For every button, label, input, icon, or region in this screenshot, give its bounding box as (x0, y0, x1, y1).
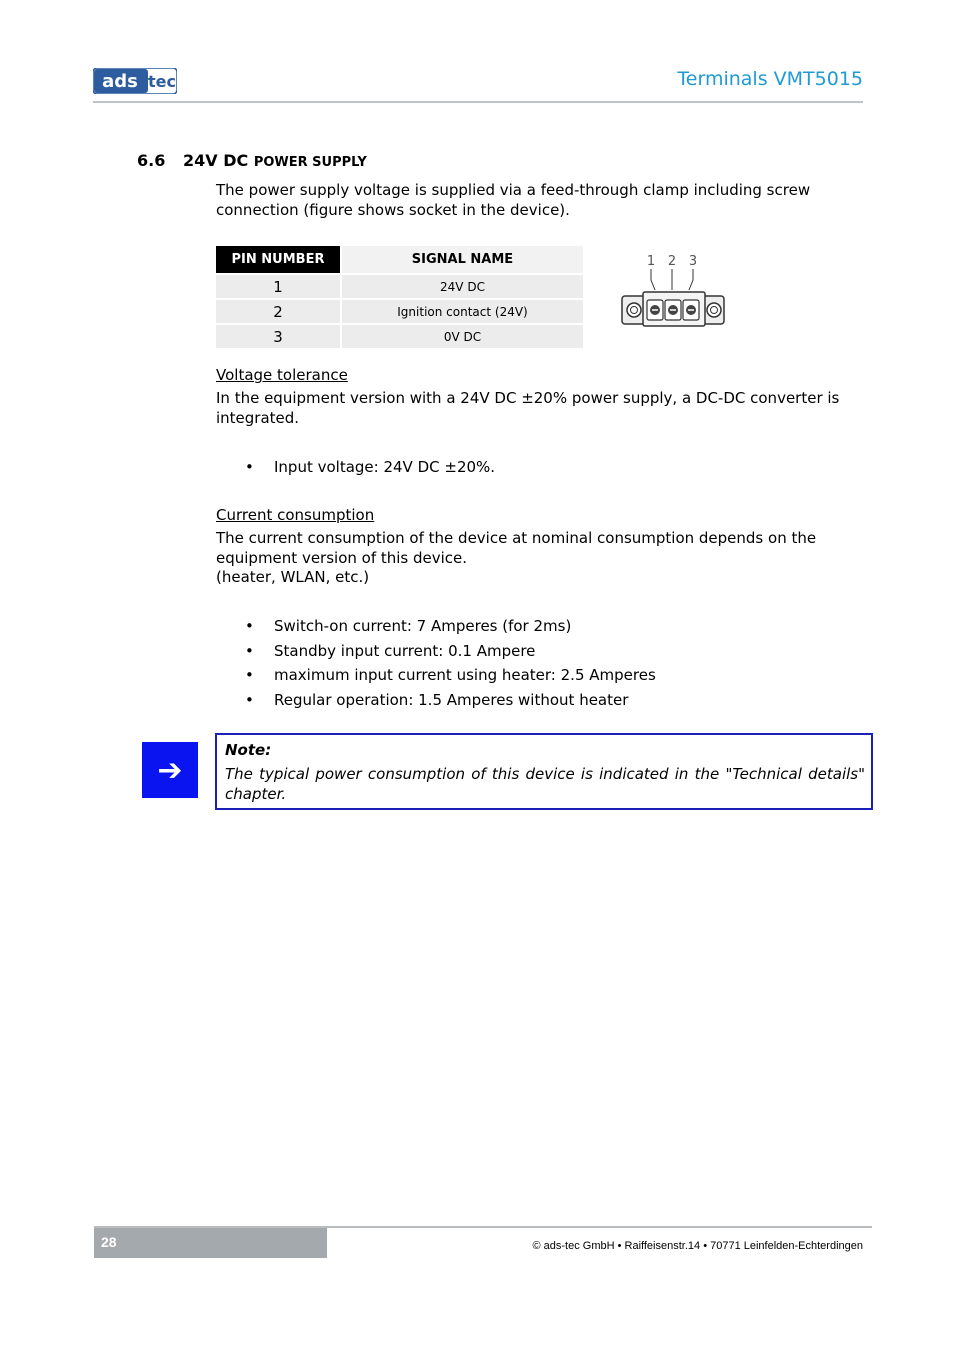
connector-label-3: 3 (688, 254, 698, 269)
svg-text:ads: ads (102, 71, 138, 92)
current-bullet-list (216, 616, 656, 714)
table-row (216, 274, 583, 299)
list-item: • Regular operation: 1.5 Amperes without heater (216, 690, 656, 715)
connector-figure (618, 250, 730, 332)
current-consumption-text: The current consumption of the device at nominal consumption depends on the equipment version of this device. (216, 529, 817, 567)
section-title-small: POWER SUPPLY (253, 155, 367, 170)
signal-name-cell: 24V DC (341, 274, 583, 299)
header-divider (93, 101, 863, 103)
list-item: • Switch-on current: 7 Amperes (for 2ms) (216, 616, 656, 641)
footer-company: © ads-tec GmbH • Raiffeisenstr.14 • 70771 Leinfelden-Echterdingen (532, 1240, 863, 1252)
list-item: • Input voltage: 24V DC ±20%. (216, 457, 495, 482)
voltage-tolerance-text: In the equipment version with a 24V DC ±20% power supply, a DC-DC converter is integrated. (216, 389, 840, 427)
intro-paragraph: The power supply voltage is supplied via a feed-through clamp including screw connection (figure shows socket in the device). (216, 181, 811, 219)
list-item: • Standby input current: 0.1 Ampere (216, 641, 656, 666)
list-item: • maximum input current using heater: 2.5 Amperes (216, 665, 656, 690)
voltage-tolerance-heading: Voltage tolerance (216, 366, 348, 384)
pin-number-cell: 3 (216, 324, 341, 349)
signal-name-cell: Ignition contact (24V) (341, 299, 583, 324)
signal-name-header: SIGNAL NAME (341, 246, 583, 274)
section-heading (137, 151, 367, 170)
section-number: 6.6 (137, 151, 166, 170)
pin-number-header: PIN NUMBER (216, 246, 341, 274)
svg-text:tec: tec (148, 72, 176, 91)
connector-label-2: 2 (667, 254, 677, 269)
pin-table (216, 246, 583, 350)
pin-number-cell: 1 (216, 274, 341, 299)
voltage-bullet-list (216, 457, 495, 482)
current-consumption-heading: Current consumption (216, 506, 375, 524)
table-row (216, 324, 583, 349)
page-number-box (94, 1228, 327, 1258)
pin-number-cell: 2 (216, 299, 341, 324)
arrow-right-icon: ➔ (142, 742, 198, 798)
note-title: Note: (225, 741, 272, 759)
current-consumption-note: (heater, WLAN, etc.) (216, 568, 370, 586)
company-logo (93, 68, 177, 94)
document-title: Terminals VMT5015 (677, 68, 863, 90)
connector-label-1: 1 (646, 254, 656, 269)
signal-name-cell: 0V DC (341, 324, 583, 349)
section-title-main: 24V DC (183, 151, 249, 170)
note-text: The typical power consumption of this device is indicated in the "Technical details" chapter. (225, 765, 865, 803)
page-number: 28 (101, 1234, 117, 1250)
table-row (216, 299, 583, 324)
note-box (215, 733, 873, 810)
